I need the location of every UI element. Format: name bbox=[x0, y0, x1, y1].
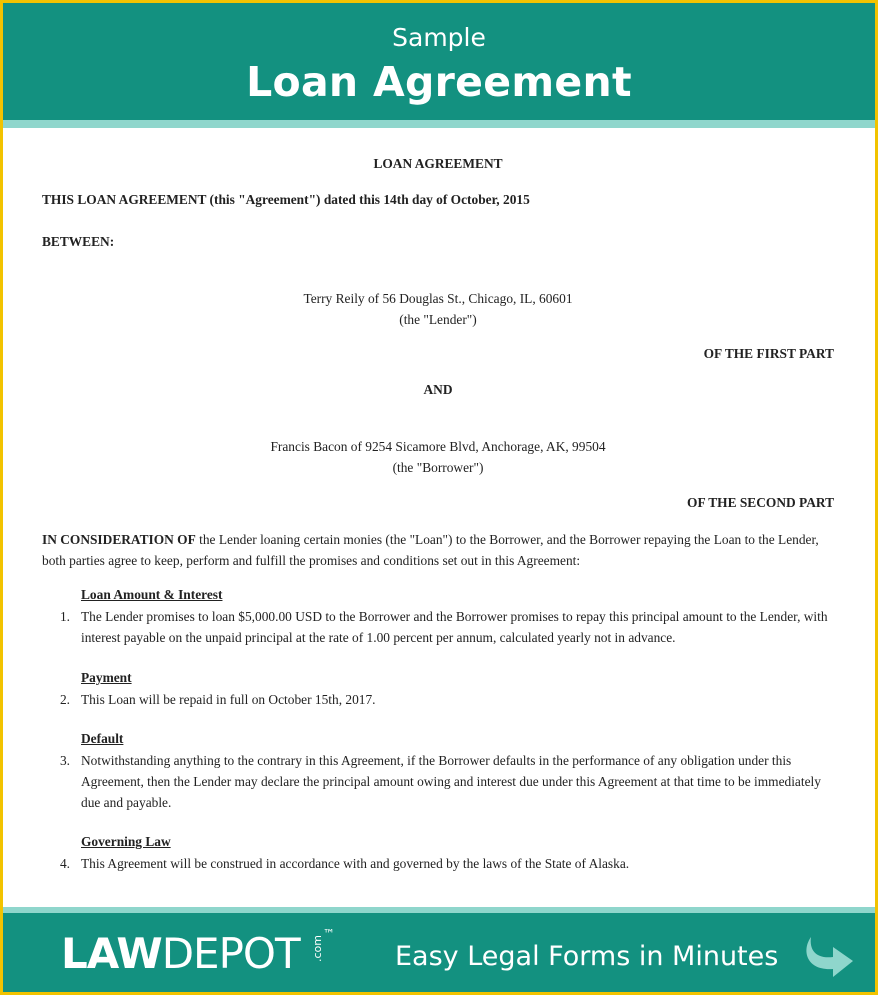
section-text: The Lender promises to loan $5,000.00 USD to the Borrower and the Borrower promises to repay this principal amount to the Lender, with interest payable on the unpaid principal at the rate of 1.00 percent per annum, calculated yearly not in advance. bbox=[81, 609, 828, 645]
logo-tm: ™ bbox=[323, 927, 335, 941]
section-heading: Default bbox=[81, 731, 124, 746]
agreement-intro: THIS LOAN AGREEMENT (this "Agreement") dated this 14th day of October, 2015 bbox=[42, 192, 530, 207]
logo-depot: DEPOT bbox=[161, 929, 300, 978]
section-text: This Agreement will be construed in accordance with and governed by the laws of the State of Alaska. bbox=[81, 856, 630, 871]
logo-law: LAW bbox=[61, 929, 162, 978]
section-number: 1. bbox=[59, 609, 70, 624]
logo-com: .com bbox=[311, 935, 324, 962]
borrower-role: (the "Borrower") bbox=[392, 460, 484, 475]
section-number: 3. bbox=[59, 753, 70, 768]
section-heading: Loan Amount & Interest bbox=[81, 587, 223, 602]
curved-arrow-icon bbox=[801, 931, 859, 981]
between-label: BETWEEN: bbox=[42, 234, 115, 249]
section-text: Notwithstanding anything to the contrary in this Agreement, if the Borrower defaults in the performance of any obligation under this Agreement, then the Lender may declare the principal amount owing and interest due under this Agreement at that time to be immediately due and payable. bbox=[81, 753, 821, 810]
first-part-label: OF THE FIRST PART bbox=[703, 346, 834, 361]
consideration-text: the Lender loaning certain monies (the "Loan") to the Borrower, and the Borrower repaying the Loan to the Lender, both parties agree to keep, perform and fulfill the promises and conditions set out in this Agreement: bbox=[42, 532, 819, 568]
lawdepot-logo bbox=[61, 927, 335, 978]
consideration-bold: IN CONSIDERATION OF bbox=[42, 532, 196, 547]
section-number: 2. bbox=[59, 692, 70, 707]
footer-stripe bbox=[3, 907, 875, 913]
borrower-line: Francis Bacon of 9254 Sicamore Blvd, Anchorage, AK, 99504 bbox=[270, 439, 606, 454]
section-heading: Governing Law bbox=[81, 834, 171, 849]
section-text: This Loan will be repaid in full on October 15th, 2017. bbox=[81, 692, 376, 707]
header-banner bbox=[3, 3, 875, 120]
header-subtitle: Sample bbox=[392, 23, 486, 52]
section-number: 4. bbox=[59, 856, 70, 871]
consideration-paragraph bbox=[42, 529, 834, 571]
and-label: AND bbox=[423, 382, 453, 397]
lender-role: (the "Lender") bbox=[399, 312, 477, 327]
footer-tagline: Easy Legal Forms in Minutes bbox=[395, 941, 779, 972]
document-heading: LOAN AGREEMENT bbox=[373, 156, 503, 171]
footer-banner bbox=[3, 907, 875, 992]
lender-line: Terry Reily of 56 Douglas St., Chicago, IL, 60601 bbox=[303, 291, 573, 306]
header-stripe bbox=[3, 120, 875, 128]
section-heading: Payment bbox=[81, 670, 132, 685]
second-part-label: OF THE SECOND PART bbox=[687, 495, 834, 510]
header-title: Loan Agreement bbox=[246, 58, 632, 106]
